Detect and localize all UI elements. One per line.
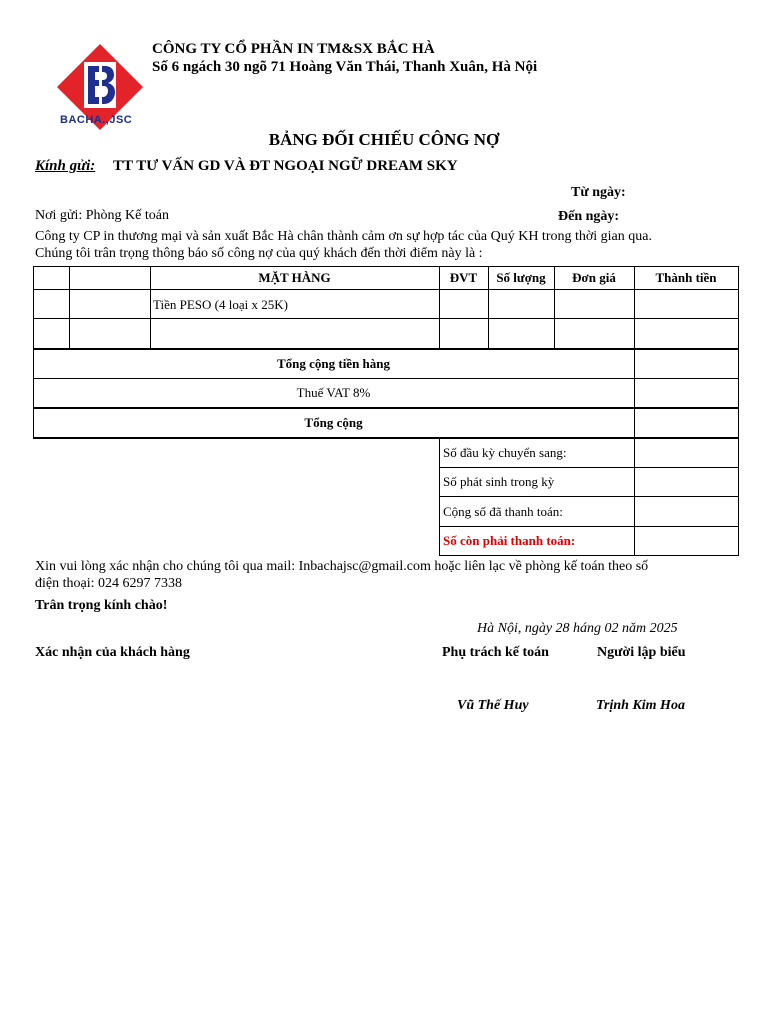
header-amount: Thành tiền: [655, 270, 717, 285]
opening-balance-label: Số đầu kỳ chuyển sang:: [443, 445, 567, 460]
accountant-name: Vũ Thế Huy: [457, 698, 529, 713]
recipient-value: TT TƯ VẤN GD VÀ ĐT NGOẠI NGỮ DREAM SKY: [113, 158, 458, 174]
intro-line-2: Chúng tôi trân trọng thông báo số công nợ của quý khách đến thời điểm này là :: [35, 246, 483, 261]
dateline: Hà Nội, ngày 28 háng 02 năm 2025: [477, 621, 678, 636]
regards: Trân trọng kính chào!: [35, 598, 168, 613]
accountant-label: Phụ trách kế toán: [442, 645, 549, 660]
recipient-label: Kính gửi:: [35, 158, 96, 174]
total-label: Tổng cộng: [304, 415, 363, 430]
from-date-label: Từ ngày:: [571, 185, 626, 200]
period-incurred-label: Số phát sinh trong kỳ: [443, 474, 555, 489]
customer-confirmation-label: Xác nhận của khách hàng: [35, 645, 190, 660]
header-price: Đơn giá: [572, 270, 616, 285]
vat-label: Thuế VAT 8%: [296, 385, 371, 400]
contact-line-2: điện thoại: 024 6297 7338: [35, 576, 182, 591]
header-qty: Số lượng: [496, 270, 546, 285]
contact-line-1: Xin vui lòng xác nhận cho chúng tôi qua mail: Inbachajsc@gmail.com hoặc liên lạc về phòng kế toán theo số: [35, 559, 649, 574]
logo-text: BACHA.,JSC: [60, 114, 133, 126]
company-address: Số 6 ngách 30 ngõ 71 Hoàng Văn Thái, Thanh Xuân, Hà Nội: [152, 59, 538, 75]
subtotal-label: Tổng cộng tiền hàng: [276, 356, 391, 371]
row-1-item: Tiền PESO (4 loại x 25K): [153, 297, 288, 312]
paid-total-label: Cộng số đã thanh toán:: [443, 504, 563, 519]
sender-line: Nơi gửi: Phòng Kế toán: [35, 208, 169, 223]
header-unit: ĐVT: [449, 270, 478, 285]
document-title: BẢNG ĐỐI CHIẾU CÔNG NỢ: [268, 130, 500, 149]
preparer-name: Trịnh Kim Hoa: [596, 698, 685, 713]
preparer-label: Người lập biểu: [597, 645, 686, 660]
remaining-balance-label: Số còn phải thanh toán:: [443, 533, 576, 548]
header-item: MẶT HÀNG: [258, 270, 331, 285]
company-name: CÔNG TY CỔ PHẦN IN TM&SX BẮC HÀ: [152, 41, 435, 57]
to-date-label: Đến ngày:: [558, 209, 620, 224]
intro-line-1: Công ty CP in thương mại và sản xuất Bắc Hà chân thành cảm ơn sự hợp tác của Quý KH trong thời gian qua.: [35, 229, 652, 244]
